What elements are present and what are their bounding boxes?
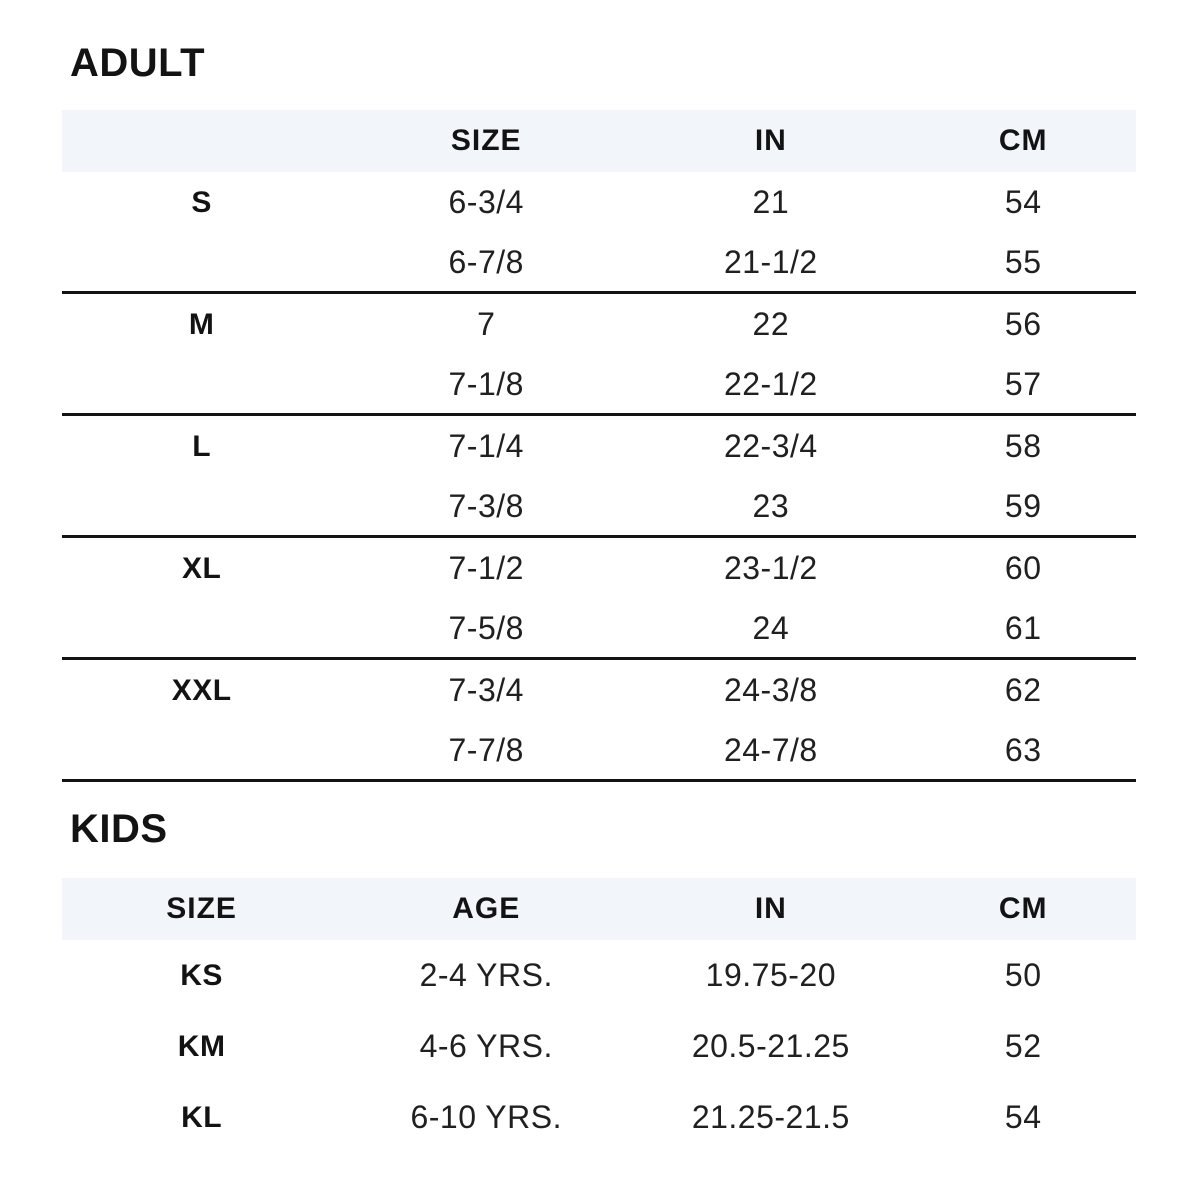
table-row xyxy=(62,355,1136,416)
adult-size-label xyxy=(62,599,341,660)
table-row xyxy=(62,1082,1136,1153)
adult-cm: 63 xyxy=(910,721,1136,782)
table-row xyxy=(62,477,1136,538)
adult-inches: 24-7/8 xyxy=(631,721,910,782)
kids-inches: 20.5-21.25 xyxy=(691,1028,850,1064)
table-row xyxy=(62,172,1136,233)
kids-cm: 54 xyxy=(1004,1099,1042,1135)
adult-cm: 54 xyxy=(1004,184,1042,220)
adult-hat-size: 7-3/4 xyxy=(448,672,524,708)
adult-inches: 22-1/2 xyxy=(631,355,910,416)
adult-hat-size: 7-1/8 xyxy=(341,355,631,416)
adult-cm: 55 xyxy=(910,233,1136,294)
adult-size-label xyxy=(62,355,341,416)
adult-hat-size: 7-7/8 xyxy=(341,721,631,782)
adult-hat-size: 7-5/8 xyxy=(341,599,631,660)
adult-cm: 61 xyxy=(910,599,1136,660)
kids-age: 4-6 YRS. xyxy=(419,1028,553,1064)
adult-size-label: S xyxy=(191,185,212,219)
adult-size-label xyxy=(62,721,341,782)
kids-header-row xyxy=(62,878,1136,940)
kids-col-header-size: SIZE xyxy=(62,878,341,940)
kids-inches: 19.75-20 xyxy=(705,957,836,993)
table-row xyxy=(62,538,1136,599)
adult-col-header-in: IN xyxy=(631,110,910,172)
adult-cm: 56 xyxy=(1004,306,1042,342)
adult-inches: 22-3/4 xyxy=(723,428,818,464)
kids-col-header-age: AGE xyxy=(341,878,631,940)
table-row xyxy=(62,660,1136,721)
adult-cm: 59 xyxy=(910,477,1136,538)
adult-cm: 62 xyxy=(1004,672,1042,708)
table-row xyxy=(62,599,1136,660)
kids-size-label: KS xyxy=(180,958,223,992)
kids-inches: 21.25-21.5 xyxy=(691,1099,850,1135)
adult-hat-size: 6-7/8 xyxy=(341,233,631,294)
kids-size-label: KM xyxy=(177,1029,226,1063)
table-row xyxy=(62,294,1136,355)
adult-inches: 23 xyxy=(631,477,910,538)
table-row xyxy=(62,233,1136,294)
table-row xyxy=(62,721,1136,782)
adult-size-label: XXL xyxy=(171,673,232,707)
table-row xyxy=(62,416,1136,477)
adult-cm: 57 xyxy=(910,355,1136,416)
adult-size-label xyxy=(62,477,341,538)
kids-col-header-cm: CM xyxy=(910,878,1136,940)
adult-header-row xyxy=(62,110,1136,172)
table-row xyxy=(62,940,1136,1011)
adult-inches: 24 xyxy=(631,599,910,660)
adult-hat-size: 7-1/4 xyxy=(448,428,524,464)
table-row xyxy=(62,1011,1136,1082)
kids-cm: 52 xyxy=(1004,1028,1042,1064)
adult-inches: 21-1/2 xyxy=(631,233,910,294)
adult-hat-size: 7-1/2 xyxy=(448,550,524,586)
adult-inches: 22 xyxy=(752,306,790,342)
adult-size-table xyxy=(62,110,1136,782)
adult-hat-size: 6-3/4 xyxy=(448,184,524,220)
kids-size-label: KL xyxy=(181,1100,223,1134)
kids-size-table xyxy=(62,878,1136,1153)
adult-hat-size: 7 xyxy=(477,306,496,342)
adult-hat-size: 7-3/8 xyxy=(341,477,631,538)
kids-age: 6-10 YRS. xyxy=(410,1099,562,1135)
adult-size-label: M xyxy=(188,307,215,341)
adult-size-label: L xyxy=(192,429,212,463)
kids-age: 2-4 YRS. xyxy=(419,957,553,993)
adult-size-label xyxy=(62,233,341,294)
kids-cm: 50 xyxy=(1004,957,1042,993)
kids-section-title: KIDS xyxy=(70,807,168,851)
adult-cm: 60 xyxy=(1004,550,1042,586)
adult-inches: 24-3/8 xyxy=(723,672,818,708)
adult-section-title: ADULT xyxy=(70,41,206,85)
adult-col-header-cm: CM xyxy=(910,110,1136,172)
adult-col-header-blank xyxy=(62,110,341,172)
adult-col-header-size: SIZE xyxy=(341,110,631,172)
kids-col-header-in: IN xyxy=(631,878,910,940)
adult-inches: 21 xyxy=(752,184,790,220)
adult-inches: 23-1/2 xyxy=(723,550,818,586)
adult-size-label: XL xyxy=(181,551,222,585)
adult-cm: 58 xyxy=(1004,428,1042,464)
